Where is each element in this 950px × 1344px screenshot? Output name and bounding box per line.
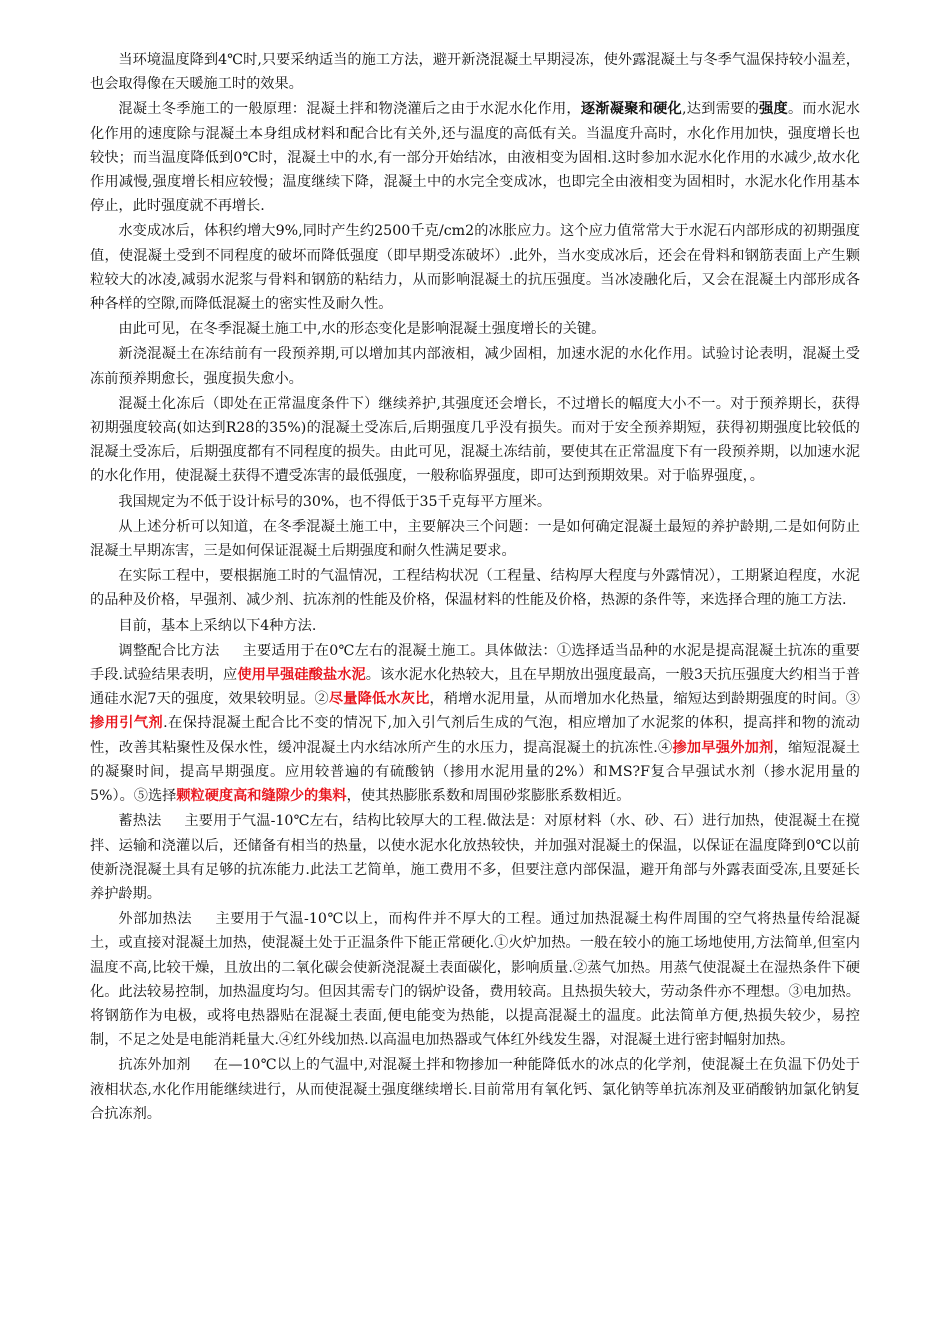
highlight-air-entraining-agent: 掺用引气剂 [90,715,164,732]
paragraph-text: ,达到需要的 [682,101,760,118]
bold-term-hardening: 逐渐凝聚和硬化 [580,101,683,118]
paragraph-text: 。而水泥水化作用的速度除与混凝土本身组成材料和配合比有关外,还与温度的高低有关。当温度升高时，水化作用加快，强度增长也较快；而当温度降低到0℃时，混凝土中的水,有一部分开始结冰，由液相变为固相.这时参加水泥水化作用的水减少,故水化作用减慢,强度增长相应较慢；温度继续下降，混凝土中的水完全变成冰，也即完全由液相变为固相时，水泥水化作用基本停止，此时强度就不再增长. [90,101,860,215]
bold-term-strength: 强度 [759,101,788,118]
method-heading: 外部加热法 [118,911,193,928]
highlight-early-strength-cement: 使用早强硅酸盐水泥 [237,667,366,684]
paragraph-text: 由此可见，在冬季混凝土施工中,水的形态变化是影响混凝土强度增长的关键。 [118,321,606,338]
paragraph-text: ，稍增水泥用量，从而增加水化热量，缩短达到龄期强度的时间。③ [429,691,860,708]
paragraph-text: 水变成冰后，体积约增大9%,同时产生约2500千克/cm2的冰胀应力。这个应力值常常大于水泥石内部形成的初期强度值，使混凝土受到不同程度的破坏而降低强度（即早期受冻破坏）.此外，当水变成冰后，还会在骨料和钢筋表面上产生颗粒较大的冰凌,减弱水泥浆与骨料和钢筋的粘结力，从而影响混凝土的抗压强度。当冰凌融化后，又会在混凝土内部形成各种各样的空隙,而降低混凝土的密实性及耐久性。 [90,223,860,313]
method-heading: 蓄热法 [118,813,162,830]
paragraph-after-thaw [90,392,860,489]
paragraph-text: 在实际工程中，要根据施工时的气温情况，工程结构状况（工程量、结构厚大程度与外露情况），工期紧迫程度，水泥的品种及价格，早强剂、减少剂、抗冻剂的性能及价格，保温材料的性能及价格，热源的条件等，来选择合理的施工方法. [90,568,860,609]
paragraph-text: 混凝土化冻后（即处在正常温度条件下）继续养护,其强度还会增长，不过增长的幅度大小不一。对于预养期长，获得初期强度较高(如达到R28的35%)的混凝土受冻后,后期强度几乎没有损失。而对于安全预养期短，获得初期强度比较低的混凝土受冻后，后期强度都有不同程度的损失。由此可见，混凝土冻结前，要使其在正常温度下有一段预养期，以加速水泥的水化作用，使混凝土获得不遭受冻害的最低强度，一般称临界强度，即可达到预期效果。对于临界强度，。 [90,395,860,485]
paragraph-text: 新浇混凝土在冻结前有一段预养期,可以增加其内部液相，减少固相，加速水泥的水化作用。试验讨论表明，混凝土受冻前预养期愈长，强度损失愈小。 [90,346,860,387]
paragraph-text: 主要用于气温-10℃左右，结构比较厚大的工程.做法是：对原材料（水、砂、石）进行加热，使混凝土在搅拌、运输和浇灌以后，还储备有相当的热量，以使水泥水化放热较快，并加强对混凝土的保温，以保证在温度降到0℃以前使新浇混凝土具有足够的抗冻能力.此法工艺简单，施工费用不多，但要注意内部保温，避开角部与外露表面受冻,且要延长养护龄期。 [90,813,860,902]
paragraph-ice-expansion [90,219,860,316]
paragraph-antifreeze-admixture [90,1053,860,1126]
paragraph-external-heating [90,907,860,1052]
method-heading: 抗冻外加剂 [118,1057,191,1074]
paragraph-pre-curing [90,342,860,390]
paragraph-three-problems [90,515,860,563]
paragraph-mix-adjustment [90,639,860,808]
paragraph-text: 主要用于气温-10℃以上，而构件并不厚大的工程。通过加热混凝土构件周围的空气将热量传给混凝土，或直接对混凝土加热，使混凝土处于正温条件下能正常硬化.①火炉加热。一般在较小的施工场地使用,方法简单,但室内温度不高,比较干燥，且放出的二氧化碳会使新浇混凝土表面碳化，影响质量.②蒸气加热。用蒸气使混凝土在湿热条件下硬化。此法较易控制，加热温度均匀。但因其需专门的锅炉设备，费用较高。且热损失较大，劳动条件亦不理想。③电加热。将钢筋作为电极，或将电热器贴在混凝土表面,便电能变为热能，以提高混凝土的温度。此法简单方便,热损失较少，易控制，不足之处是电能消耗量大.④红外线加热.以高温电加热器或气体红外线发生器，对混凝土进行密封幅射加热。 [90,911,860,1049]
highlight-lower-water-cement-ratio: 尽量降低水灰比 [328,691,430,708]
paragraph-text: 我国规定为不低于设计标号的30%，也不得低于35千克每平方厘米。 [118,493,552,510]
paragraph-text: 主要适用于在0℃左右的混凝土施工。具体做法：①选择适当品种的水泥是提高混凝土抗冻的重要手段.试验结果表明，应 [90,642,860,684]
paragraph-winter-principle [90,97,860,218]
paragraph-text: ，缩短混凝土的凝聚时间，提高早期强度。应用较普遍的有硫酸钠（掺用水泥用量的2%）和MS?F复合早强试水剂（掺水泥用量的5%）。⑤选择 [90,739,860,805]
document-page [90,48,860,1127]
paragraph-text: 从上述分析可以知道，在冬季混凝土施工中，主要解决三个问题：一是如何确定混凝土最短的养护龄期,二是如何防止混凝土早期冻害，三是如何保证混凝土后期强度和耐久性满足要求。 [90,518,860,560]
paragraph-text: .在保持混凝土配合比不变的情况下,加入引气剂后生成的气泡，相应增加了水泥浆的体积，提高拌和物的流动性，改善其粘聚性及保水性，缓冲混凝土内水结冰所产生的水压力，提高混凝土的抗冻性.④ [90,715,860,756]
paragraph-national-standard [90,490,860,514]
paragraph-text: 当环境温度降到4℃时,只要采纳适当的施工方法，避开新浇混凝土早期浸冻，使外露混凝土与冬季气温保持较小温差，也会取得像在天暖施工时的效果。 [90,52,860,93]
paragraph-text: 目前，基本上采纳以下4种方法. [118,617,317,634]
highlight-hard-aggregate: 颗粒硬度高和缝隙少的集料 [176,788,347,805]
paragraph-text: 混凝土冬季施工的一般原理：混凝土拌和物浇灌后之由于水泥水化作用， [118,101,581,118]
paragraph-text: 。该水泥水化热较大，且在早期放出强度最高，一般3天抗压强度大约相当于普通硅水泥7天的强度，效果较明显。② [90,667,861,708]
paragraph-heat-storage [90,809,860,906]
paragraph-temperature-4c [90,48,860,96]
paragraph-practical-selection [90,564,860,612]
paragraph-text: 在—10℃以上的气温中,对混凝土拌和物掺加一种能降低水的冰点的化学剂，使混凝土在负温下仍处于液相状态,水化作用能继续进行，从而使混凝土强度继续增长.目前常用有氧化钙、氯化钠等单抗冻剂及亚硝酸钠加氯化钠复合抗冻剂。 [90,1057,860,1122]
paragraph-water-key [90,317,860,341]
method-heading: 调整配合比方法 [118,642,220,659]
paragraph-four-methods [90,614,860,638]
highlight-early-strength-admixture: 掺加早强外加剂 [672,739,774,756]
paragraph-text: ，使其热膨胀系数和周围砂浆膨胀系数相近。 [346,788,631,805]
